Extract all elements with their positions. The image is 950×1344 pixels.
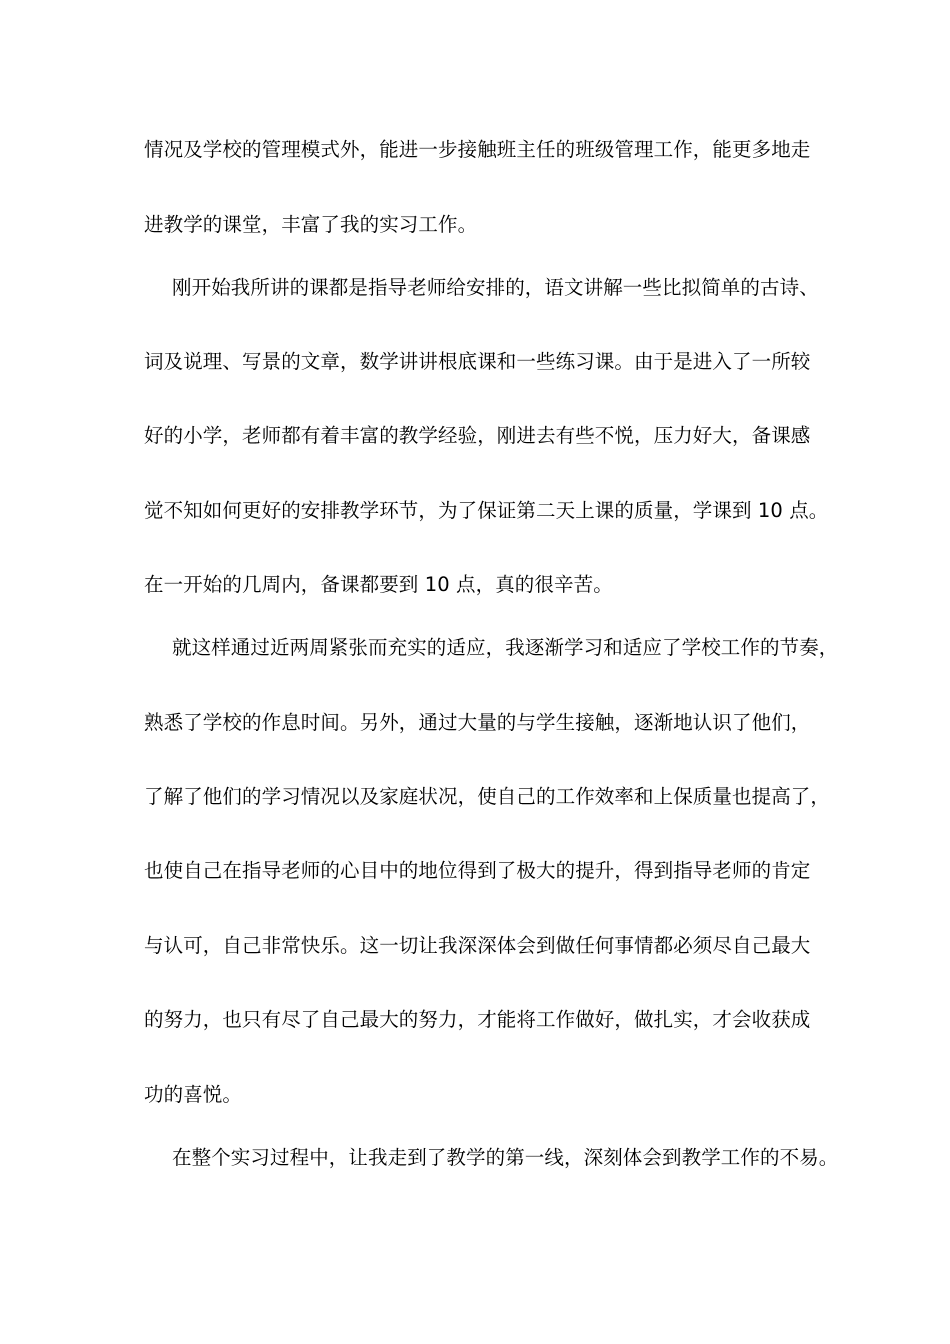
paragraph-2-line-2: 词及说理、写景的文章，数学讲讲根底课和一些练习课。由于是进入了一所较 <box>144 350 811 373</box>
paragraph-2-line-5: 在一开始的几周内，备课都要到 10 点，真的很辛苦。 <box>144 573 613 596</box>
paragraph-2-line-3: 好的小学，老师都有着丰富的教学经验，刚进去有些不悦，压力好大，备课感 <box>144 424 811 447</box>
paragraph-2-line-4: 觉不知如何更好的安排教学环节，为了保证第二天上课的质量，学课到 10 点。 <box>144 499 829 522</box>
paragraph-3-line-4: 也使自己在指导老师的心目中的地位得到了极大的提升，得到指导老师的肯定 <box>144 859 811 882</box>
paragraph-4-line-1: 在整个实习过程中，让我走到了教学的第一线，深刻体会到教学工作的不易。 <box>172 1146 839 1169</box>
paragraph-3-line-6: 的努力，也只有尽了自己最大的努力，才能将工作做好，做扎实，才会收获成 <box>144 1008 811 1031</box>
paragraph-3-line-1: 就这样通过近两周紧张而充实的适应，我逐渐学习和适应了学校工作的节奏， <box>172 636 839 659</box>
paragraph-3-line-5: 与认可，自己非常快乐。这一切让我深深体会到做任何事情都必须尽自己最大 <box>144 934 811 957</box>
paragraph-2-line-1: 刚开始我所讲的课都是指导老师给安排的，语文讲解一些比拟简单的古诗、 <box>172 276 819 299</box>
paragraph-3-line-3: 了解了他们的学习情况以及家庭状况，使自己的工作效率和上保质量也提高了， <box>144 785 831 808</box>
paragraph-3-line-2: 熟悉了学校的作息时间。另外，通过大量的与学生接触，逐渐地认识了他们， <box>144 711 811 734</box>
text-line-1: 情况及学校的管理模式外，能进一步接触班主任的班级管理工作，能更多地走 <box>144 138 811 161</box>
text-line-2: 进教学的课堂，丰富了我的实习工作。 <box>144 213 478 236</box>
paragraph-3-line-7: 功的喜悦。 <box>144 1083 243 1106</box>
